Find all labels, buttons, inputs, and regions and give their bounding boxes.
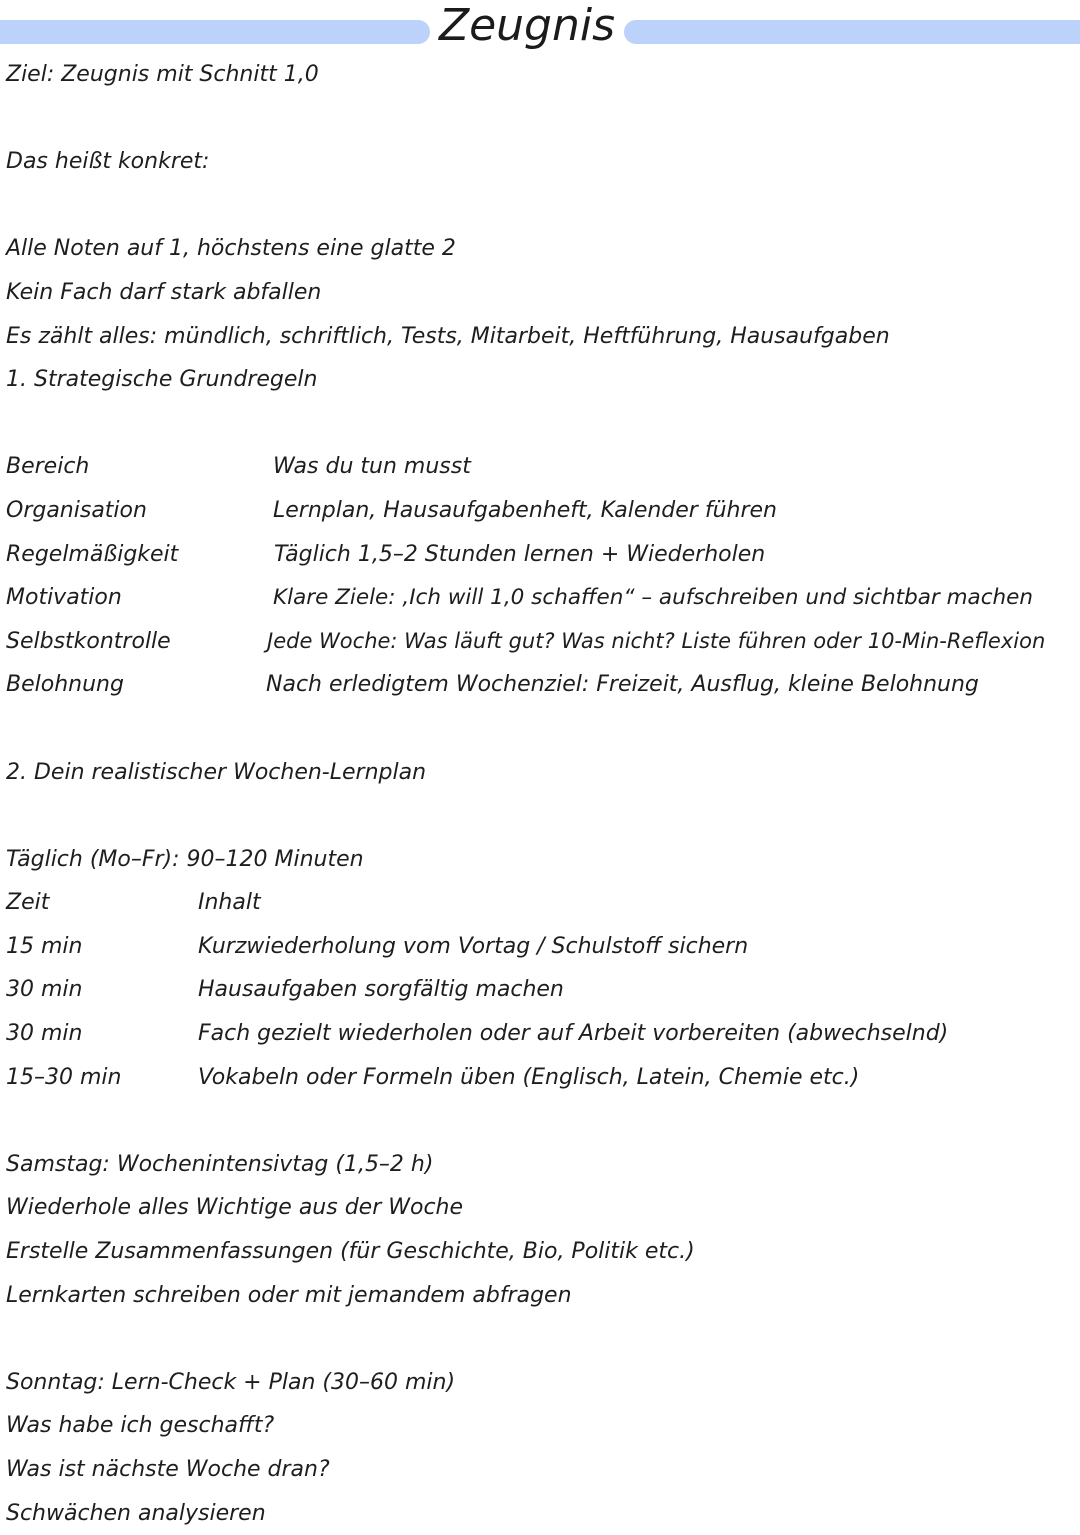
rules-table-row [6, 533, 1076, 577]
saturday-item: Erstelle Zusammenfassungen (für Geschichte, Bio, Politik etc.) [6, 1239, 695, 1265]
rules-table-row [6, 663, 1076, 707]
header-accent-bar-right [624, 20, 1080, 44]
plan-time: 15–30 min [6, 1064, 122, 1090]
rule-area: Organisation [6, 497, 147, 523]
header-accent-bar-left [0, 20, 430, 44]
section1-heading: 1. Strategische Grundregeln [6, 367, 318, 393]
rule-task: Nach erledigtem Wochenziel: Freizeit, Ausflug, kleine Belohnung [266, 672, 979, 698]
intro-point: Es zählt alles: mündlich, schriftlich, Tests, Mitarbeit, Heftführung, Hausaufgaben [6, 323, 890, 349]
sunday-item: Was ist nächste Woche dran? [6, 1457, 330, 1482]
saturday-item: Wiederhole alles Wichtige aus der Woche [6, 1195, 464, 1221]
concrete-heading: Das heißt konkret: [6, 149, 210, 175]
rule-task: Klare Ziele: ‚Ich will 1,0 schaffen“ – aufschreiben und sichtbar machen [273, 585, 1034, 611]
section2-heading: 2. Dein realistischer Wochen-Lernplan [6, 759, 427, 785]
saturday-item: Lernkarten schreiben oder mit jemandem abfragen [6, 1282, 572, 1308]
intro-point: Kein Fach darf stark abfallen [6, 279, 322, 305]
plan-content: Vokabeln oder Formeln üben (Englisch, Latein, Chemie etc.) [198, 1064, 860, 1090]
plan-content: Hausaufgaben sorgfältig machen [198, 977, 564, 1003]
plan-table-row [6, 1012, 1076, 1056]
plan-time: 30 min [6, 977, 83, 1003]
sunday-item: Schwächen analysieren [6, 1500, 266, 1526]
sunday-item: Was habe ich geschafft? [6, 1413, 275, 1439]
document-body [6, 53, 1076, 1535]
plan-table-header [6, 881, 1076, 925]
rules-table-row [6, 489, 1076, 533]
rules-header-task: Was du tun musst [273, 454, 471, 480]
rule-task: Täglich 1,5–2 Stunden lernen + Wiederholen [274, 541, 766, 567]
plan-header-time: Zeit [6, 890, 50, 916]
rule-area: Belohnung [6, 672, 124, 698]
rule-area: Regelmäßigkeit [6, 541, 179, 567]
plan-header-content: Inhalt [198, 890, 261, 916]
page-title: Zeugnis [438, 0, 616, 51]
plan-time: 15 min [6, 933, 83, 959]
rule-area: Selbstkontrolle [6, 628, 171, 654]
rules-table-row [6, 576, 1076, 620]
saturday-title: Samstag: Wochenintensivtag (1,5–2 h) [6, 1151, 434, 1177]
goal-line: Ziel: Zeugnis mit Schnitt 1,0 [6, 62, 319, 87]
rule-task: Jede Woche: Was läuft gut? Was nicht? Liste führen oder 10-Min-Reflexion [267, 628, 1046, 653]
rules-table-row [6, 620, 1076, 664]
rules-header-area: Bereich [6, 454, 90, 480]
rule-task: Lernplan, Hausaufgabenheft, Kalender führen [273, 497, 778, 523]
rules-table-header [6, 445, 1076, 489]
plan-table-row [6, 968, 1076, 1012]
plan-table-row [6, 925, 1076, 969]
intro-point: Alle Noten auf 1, höchstens eine glatte 2 [6, 236, 456, 262]
page-header [0, 0, 1080, 60]
plan-content: Kurzwiederholung vom Vortag / Schulstoff sichern [198, 933, 749, 959]
plan-time: 30 min [6, 1021, 83, 1047]
rule-area: Motivation [6, 585, 122, 611]
sunday-title: Sonntag: Lern-Check + Plan (30–60 min) [6, 1369, 456, 1395]
plan-table-row [6, 1056, 1076, 1100]
daily-label: Täglich (Mo–Fr): 90–120 Minuten [6, 846, 364, 872]
plan-content: Fach gezielt wiederholen oder auf Arbeit vorbereiten (abwechselnd) [198, 1021, 949, 1047]
